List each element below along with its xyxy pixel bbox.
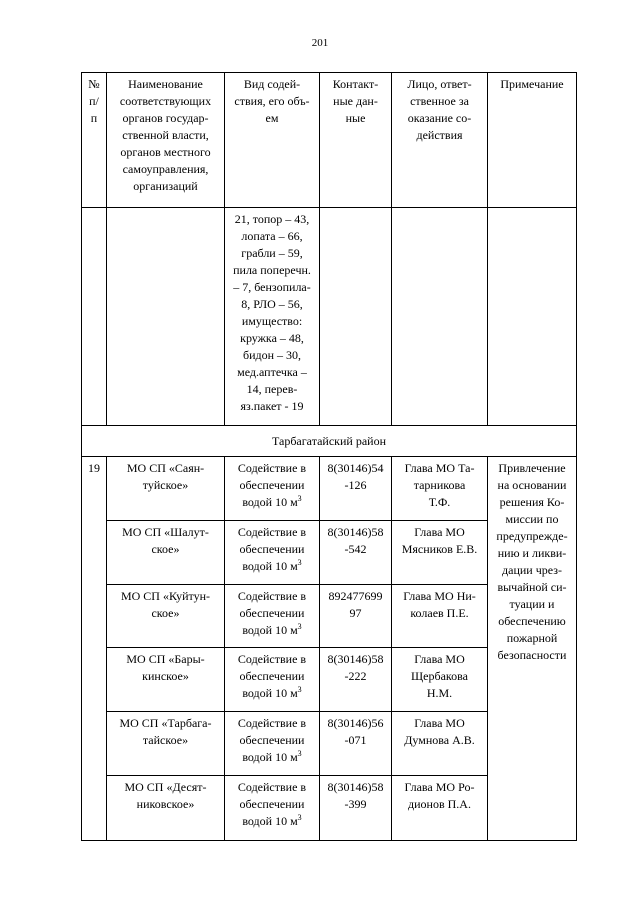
assistance-cell: Содействие в обеспечении водой 10 $м^3$ bbox=[225, 648, 320, 712]
page-number: 201 bbox=[311, 37, 329, 49]
header-number: № п/ п bbox=[82, 73, 107, 208]
continuation-person-cell bbox=[392, 208, 488, 426]
table-header-row bbox=[82, 73, 577, 208]
org-cell: МО СП «Куйтун- ское» bbox=[107, 585, 225, 648]
contact-cell: 8(30146)58 -399 bbox=[320, 776, 392, 841]
person-cell: Глава МО Ни- колаев П.Е. bbox=[392, 585, 488, 648]
assistance-cell: Содействие в обеспечении водой 10 $м^3$ bbox=[225, 776, 320, 841]
assistance-cell: Содействие в обеспечении водой 10 $м^3$ bbox=[225, 457, 320, 521]
continuation-org-cell bbox=[107, 208, 225, 426]
region-row bbox=[82, 426, 577, 457]
org-cell: МО СП «Тарбага- тайское» bbox=[107, 712, 225, 776]
continuation-row bbox=[82, 208, 577, 426]
contact-cell: 892477699 97 bbox=[320, 585, 392, 648]
continuation-assistance-cell: 21, топор – 43, лопата – 66, грабли – 59, пила поперечн. – 7, бензопила- 8, РЛО – 56, имущество: кружка – 48, бидон – 30, мед.аптечка – 14, перев- яз.пакет - 19 bbox=[225, 208, 320, 426]
header-assistance-type: Вид содей- ствия, его объ- ем bbox=[225, 73, 320, 208]
person-cell: Глава МО Думнова А.В. bbox=[392, 712, 488, 776]
person-cell: Глава МО Ро- дионов П.А. bbox=[392, 776, 488, 841]
person-cell: Глава МО Мясников Е.В. bbox=[392, 521, 488, 585]
contact-cell: 8(30146)56 -071 bbox=[320, 712, 392, 776]
continuation-contact-cell bbox=[320, 208, 392, 426]
contact-cell: 8(30146)58 -542 bbox=[320, 521, 392, 585]
assistance-cell: Содействие в обеспечении водой 10 $м^3$ bbox=[225, 712, 320, 776]
header-responsible-person: Лицо, ответ- ственное за оказание со- действия bbox=[392, 73, 488, 208]
contact-cell: 8(30146)58 -222 bbox=[320, 648, 392, 712]
header-note: Примечание bbox=[488, 73, 577, 208]
table-row bbox=[82, 457, 577, 521]
continuation-number-cell bbox=[82, 208, 107, 426]
assistance-cell: Содействие в обеспечении водой 10 $м^3$ bbox=[225, 521, 320, 585]
continuation-note-cell bbox=[488, 208, 577, 426]
header-contact: Контакт- ные дан- ные bbox=[320, 73, 392, 208]
assistance-table bbox=[81, 72, 577, 841]
org-cell: МО СП «Десят- никовское» bbox=[107, 776, 225, 841]
person-cell: Глава МО Та- тарникова Т.Ф. bbox=[392, 457, 488, 521]
org-cell: МО СП «Саян- туйское» bbox=[107, 457, 225, 521]
person-cell: Глава МО Щербакова Н.М. bbox=[392, 648, 488, 712]
header-organization: Наименование соответствующих органов государ- ственной власти, органов местного самоуправления, организаций bbox=[107, 73, 225, 208]
group-number: 19 bbox=[82, 457, 107, 841]
assistance-cell: Содействие в обеспечении водой 10 $м^3$ bbox=[225, 585, 320, 648]
org-cell: МО СП «Бары- кинское» bbox=[107, 648, 225, 712]
note-cell: Привлечение на основании решения Ко- миссии по предупрежде- нию и ликви- дации чрез- вычайной си- туации и обеспечению пожарной безопасности bbox=[488, 457, 577, 841]
region-title: Тарбагатайский район bbox=[82, 426, 577, 457]
org-cell: МО СП «Шалут- ское» bbox=[107, 521, 225, 585]
contact-cell: 8(30146)54 -126 bbox=[320, 457, 392, 521]
